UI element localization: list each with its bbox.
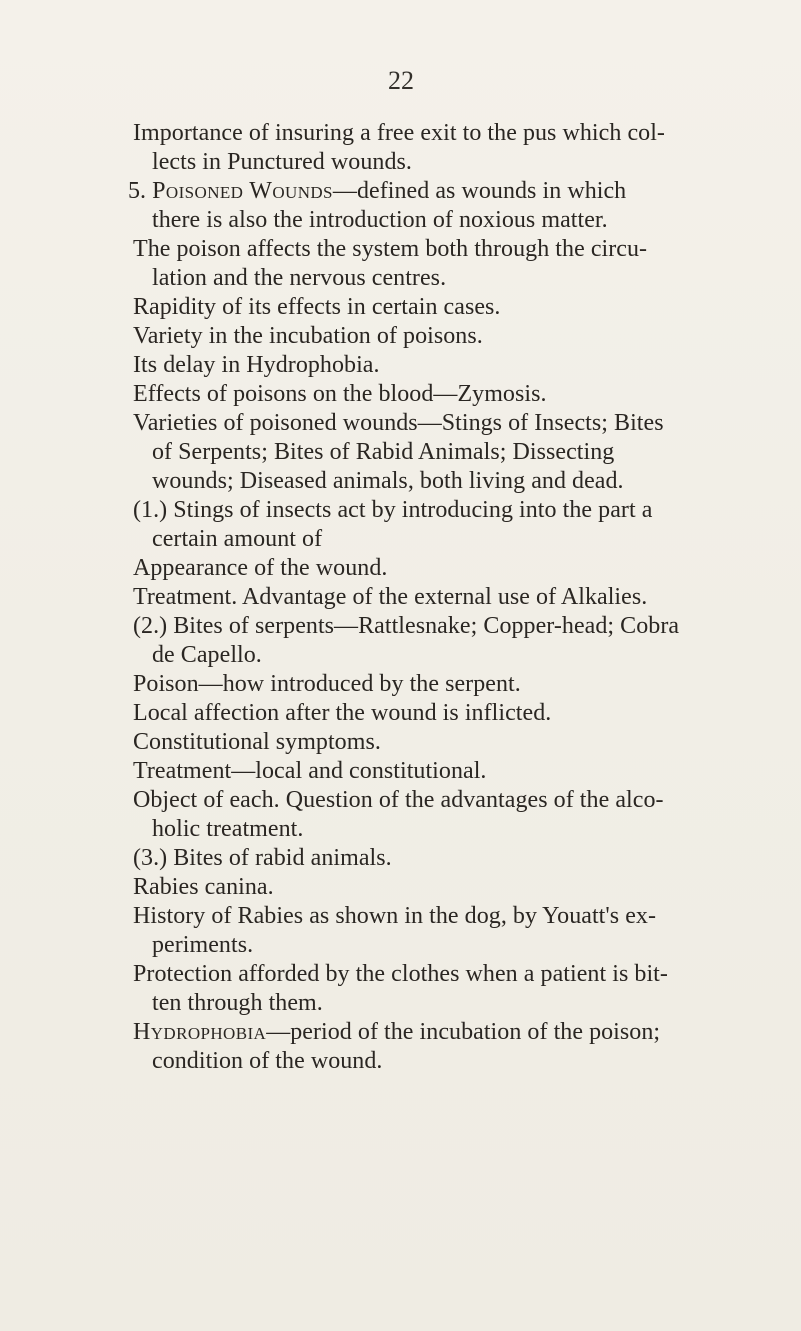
- entry-line: Local affection after the wound is inflicted.: [133, 700, 552, 726]
- outline-entry: [133, 670, 773, 699]
- section-heading: Poisoned Wounds: [152, 178, 333, 204]
- entry-line: The poison affects the system both through the circu-: [133, 236, 648, 262]
- outline-entry: [133, 757, 773, 786]
- entry-line: of Serpents; Bites of Rabid Animals; Dissecting: [152, 439, 615, 465]
- entry-line: holic treatment.: [152, 816, 304, 842]
- entry-line: (3.) Bites of rabid animals.: [133, 845, 392, 871]
- outline-entry: [133, 960, 773, 1018]
- entry-line: Rabies canina.: [133, 874, 274, 900]
- entry-line: (1.) Stings of insects act by introducing into the part a: [133, 497, 653, 523]
- entry-line: (2.) Bites of serpents—Rattlesnake; Copper-head; Cobra: [133, 613, 680, 639]
- outline-entry: [133, 786, 773, 844]
- outline-entry: [133, 902, 773, 960]
- entry-line: certain amount of: [152, 526, 323, 552]
- outline-entry: [133, 496, 773, 554]
- section-heading-rest: —defined as wounds in which: [332, 178, 627, 204]
- entry-line: Poison—how introduced by the serpent.: [133, 671, 521, 697]
- outline-entry: [133, 322, 773, 351]
- outline-entry: [133, 554, 773, 583]
- outline-entry: [133, 380, 773, 409]
- entry-line: de Capello.: [152, 642, 262, 668]
- entry-line: [133, 1018, 773, 1047]
- outline-list: [0, 119, 801, 1076]
- entry-line: periments.: [152, 932, 254, 958]
- outline-entry: [133, 235, 773, 293]
- section-heading-rest: —period of the incubation of the poison;: [266, 1019, 661, 1045]
- entry-line: Treatment. Advantage of the external use of Alkalies.: [133, 584, 648, 610]
- section-heading: Hydrophobia: [133, 1019, 267, 1045]
- outline-entry: [133, 612, 773, 670]
- entry-line: Protection afforded by the clothes when a patient is bit-: [133, 961, 668, 987]
- outline-entry: [133, 873, 773, 902]
- entry-line: wounds; Diseased animals, both living and dead.: [152, 468, 624, 494]
- outline-entry: [133, 1018, 773, 1076]
- outline-entry: [133, 699, 773, 728]
- section-number: 5.: [128, 178, 147, 204]
- entry-line: there is also the introduction of noxious matter.: [152, 207, 608, 233]
- entry-line: Appearance of the wound.: [133, 555, 388, 581]
- entry-line: lects in Punctured wounds.: [152, 149, 412, 175]
- entry-line: Treatment—local and constitutional.: [133, 758, 487, 784]
- entry-line: Its delay in Hydrophobia.: [133, 352, 380, 378]
- outline-entry: [133, 351, 773, 380]
- entry-line: Variety in the incubation of poisons.: [133, 323, 483, 349]
- entry-line: [128, 177, 773, 206]
- outline-entry: [133, 119, 773, 177]
- outline-entry: [133, 409, 773, 496]
- entry-line: lation and the nervous centres.: [152, 265, 447, 291]
- outline-entry: [133, 728, 773, 757]
- outline-entry: [133, 293, 773, 322]
- entry-line: Effects of poisons on the blood—Zymosis.: [133, 381, 547, 407]
- outline-entry: [133, 583, 773, 612]
- entry-line: Object of each. Question of the advantages of the alco-: [133, 787, 664, 813]
- entry-line: Varieties of poisoned wounds—Stings of Insects; Bites: [133, 410, 664, 436]
- page-number: 22: [388, 66, 414, 95]
- entry-line: condition of the wound.: [152, 1048, 383, 1074]
- entry-line: Constitutional symptoms.: [133, 729, 381, 755]
- entry-line: History of Rabies as shown in the dog, by Youatt's ex-: [133, 903, 657, 929]
- entry-line: ten through them.: [152, 990, 323, 1016]
- entry-line: Rapidity of its effects in certain cases.: [133, 294, 501, 320]
- outline-entry: [133, 844, 773, 873]
- outline-entry: [128, 177, 773, 235]
- entry-line: Importance of insuring a free exit to the pus which col-: [133, 120, 665, 146]
